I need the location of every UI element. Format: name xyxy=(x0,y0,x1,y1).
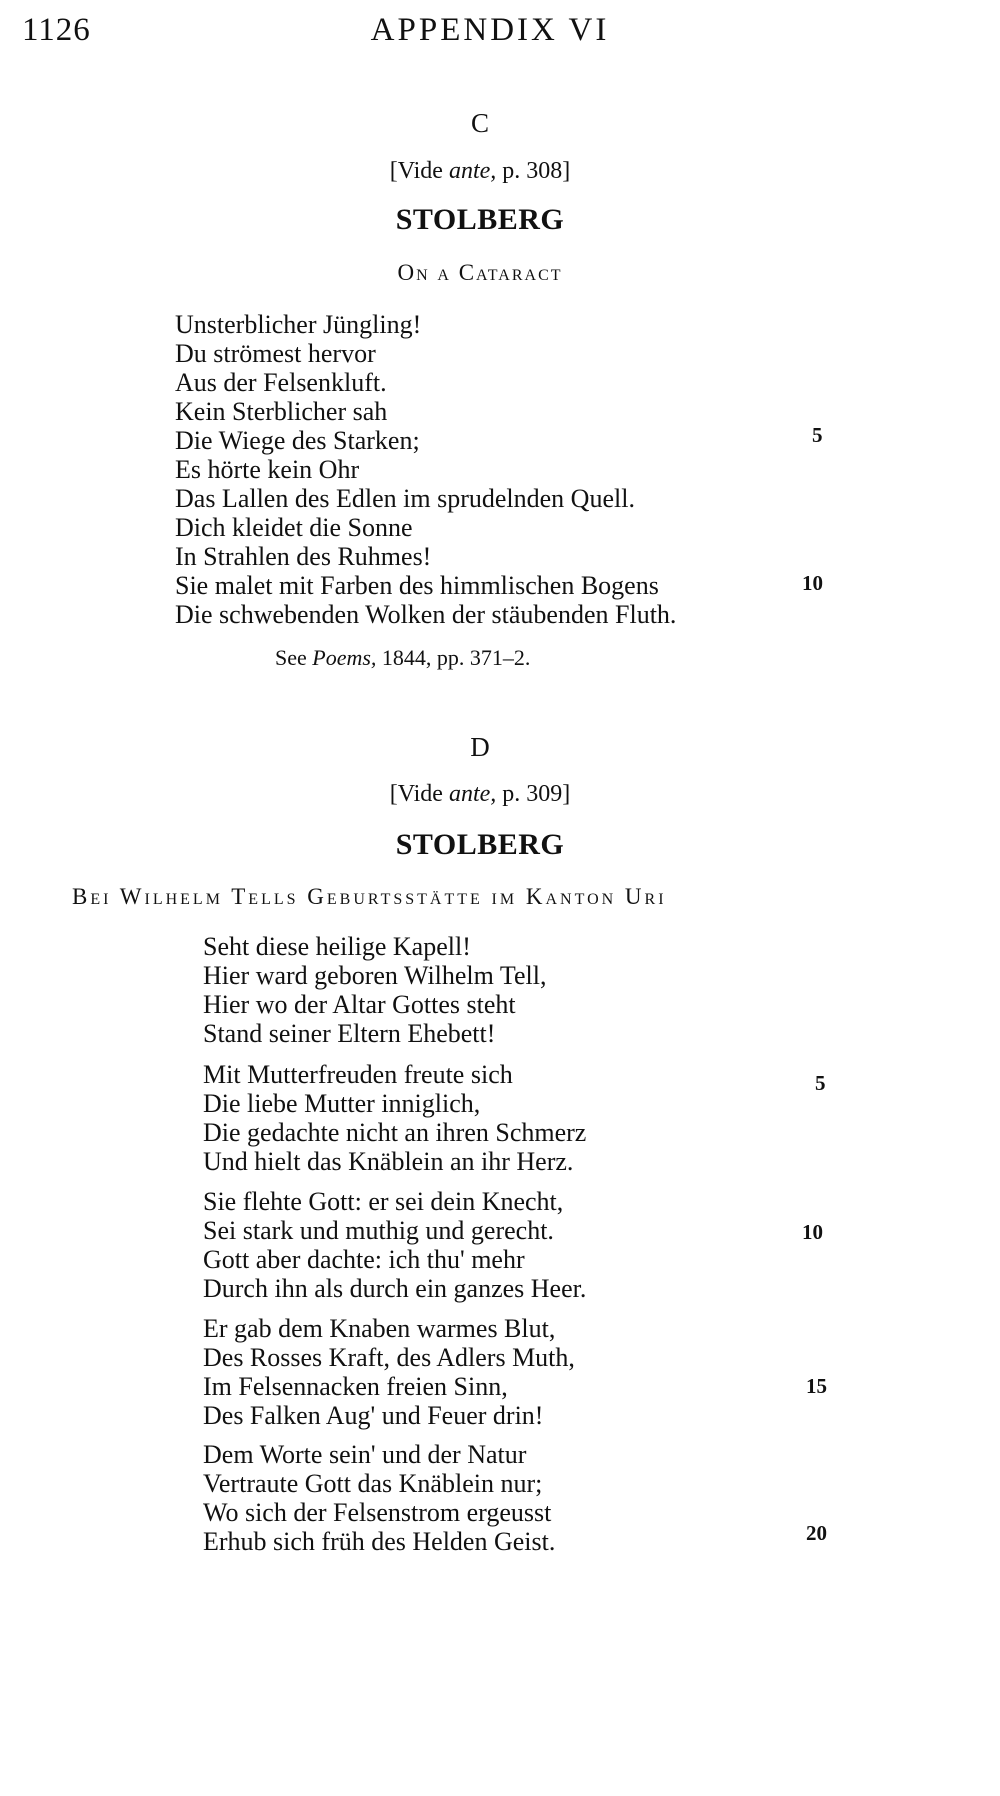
line-number: 15 xyxy=(806,1374,827,1398)
section-d-author: STOLBERG xyxy=(395,828,565,861)
section-c-stanza-1 xyxy=(175,310,635,513)
verse-line: Des Rosses Kraft, des Adlers Muth, xyxy=(203,1343,575,1372)
verse-line: In Strahlen des Ruhmes! xyxy=(175,542,432,571)
vide-prefix: [Vide xyxy=(389,158,449,184)
line-number: 5 xyxy=(815,1071,826,1095)
line-number: 10 xyxy=(802,1220,823,1244)
section-c-letter: C xyxy=(470,108,489,138)
verse-line: Vertraute Gott das Knäblein nur; xyxy=(203,1469,543,1498)
verse-line: Es hörte kein Ohr xyxy=(175,455,360,484)
vide-suffix: p. 308] xyxy=(496,158,571,184)
verse-line: Dem Worte sein' und der Natur xyxy=(203,1440,527,1469)
section-d-stanza-4 xyxy=(203,1314,575,1430)
verse-line: Hier ward geboren Wilhelm Tell, xyxy=(203,961,547,990)
verse-line: Aus der Felsenkluft. xyxy=(175,368,387,397)
verse-line: Im Felsennacken freien Sinn, xyxy=(203,1372,508,1401)
vide-suffix: p. 309] xyxy=(496,781,571,807)
verse-line: Und hielt das Knäblein an ihr Herz. xyxy=(203,1147,574,1176)
section-c-vide xyxy=(0,158,960,185)
section-d-stanza-1 xyxy=(203,932,546,1048)
section-c-author: STOLBERG xyxy=(395,203,565,236)
section-c-poem-title: On a Cataract xyxy=(397,260,563,285)
verse-line: Hier wo der Altar Gottes steht xyxy=(203,990,516,1019)
verse-line: Seht diese heilige Kapell! xyxy=(203,932,471,961)
verse-line: Sie malet mit Farben des himmlischen Bogens xyxy=(175,571,659,600)
vide-ante: ante, xyxy=(448,158,497,184)
see-prefix: See xyxy=(275,645,313,670)
verse-line: Die schwebenden Wolken der stäubenden Fluth. xyxy=(175,600,677,629)
page-number: 1126 xyxy=(22,12,91,48)
verse-line: Sei stark und muthig und gerecht. xyxy=(203,1216,554,1245)
line-number: 20 xyxy=(806,1521,827,1545)
running-title: APPENDIX VI xyxy=(370,12,610,48)
verse-line: Des Falken Aug' und Feuer drin! xyxy=(203,1401,544,1430)
section-c-stanza-2 xyxy=(175,513,676,629)
line-number: 10 xyxy=(802,571,823,595)
verse-line: Erhub sich früh des Helden Geist. xyxy=(203,1527,556,1556)
line-number: 5 xyxy=(812,423,823,447)
verse-line: Wo sich der Felsenstrom ergeusst xyxy=(203,1498,552,1527)
verse-line: Die Wiege des Starken; xyxy=(175,426,420,455)
section-d-vide xyxy=(0,781,960,808)
verse-line: Dich kleidet die Sonne xyxy=(175,513,413,542)
verse-line: Unsterblicher Jüngling! xyxy=(175,310,422,339)
verse-line: Gott aber dachte: ich thu' mehr xyxy=(203,1245,525,1274)
verse-line: Die liebe Mutter inniglich, xyxy=(203,1089,481,1118)
verse-line: Du strömest hervor xyxy=(175,339,376,368)
verse-line: Das Lallen des Edlen im sprudelnden Quell. xyxy=(175,484,635,513)
verse-line: Stand seiner Eltern Ehebett! xyxy=(203,1019,496,1048)
verse-line: Sie flehte Gott: er sei dein Knecht, xyxy=(203,1187,564,1216)
section-d-stanza-2 xyxy=(203,1060,586,1176)
verse-line: Mit Mutterfreuden freute sich xyxy=(203,1060,513,1089)
verse-line: Durch ihn als durch ein ganzes Heer. xyxy=(203,1274,587,1303)
verse-line: Die gedachte nicht an ihren Schmerz xyxy=(203,1118,587,1147)
verse-line: Kein Sterblicher sah xyxy=(175,397,388,426)
vide-prefix: [Vide xyxy=(389,781,449,807)
section-d-stanza-3 xyxy=(203,1187,586,1303)
see-italic: Poems, xyxy=(312,645,377,670)
section-d-stanza-5 xyxy=(203,1440,555,1556)
section-d-letter: D xyxy=(470,732,490,762)
vide-ante: ante, xyxy=(448,781,497,807)
section-d-poem-title: Bei Wilhelm Tells Geburtsstätte im Kanton Uri xyxy=(72,884,667,909)
verse-line: Er gab dem Knaben warmes Blut, xyxy=(203,1314,556,1343)
source-reference xyxy=(275,645,530,671)
see-suffix: 1844, pp. 371–2. xyxy=(376,645,531,670)
